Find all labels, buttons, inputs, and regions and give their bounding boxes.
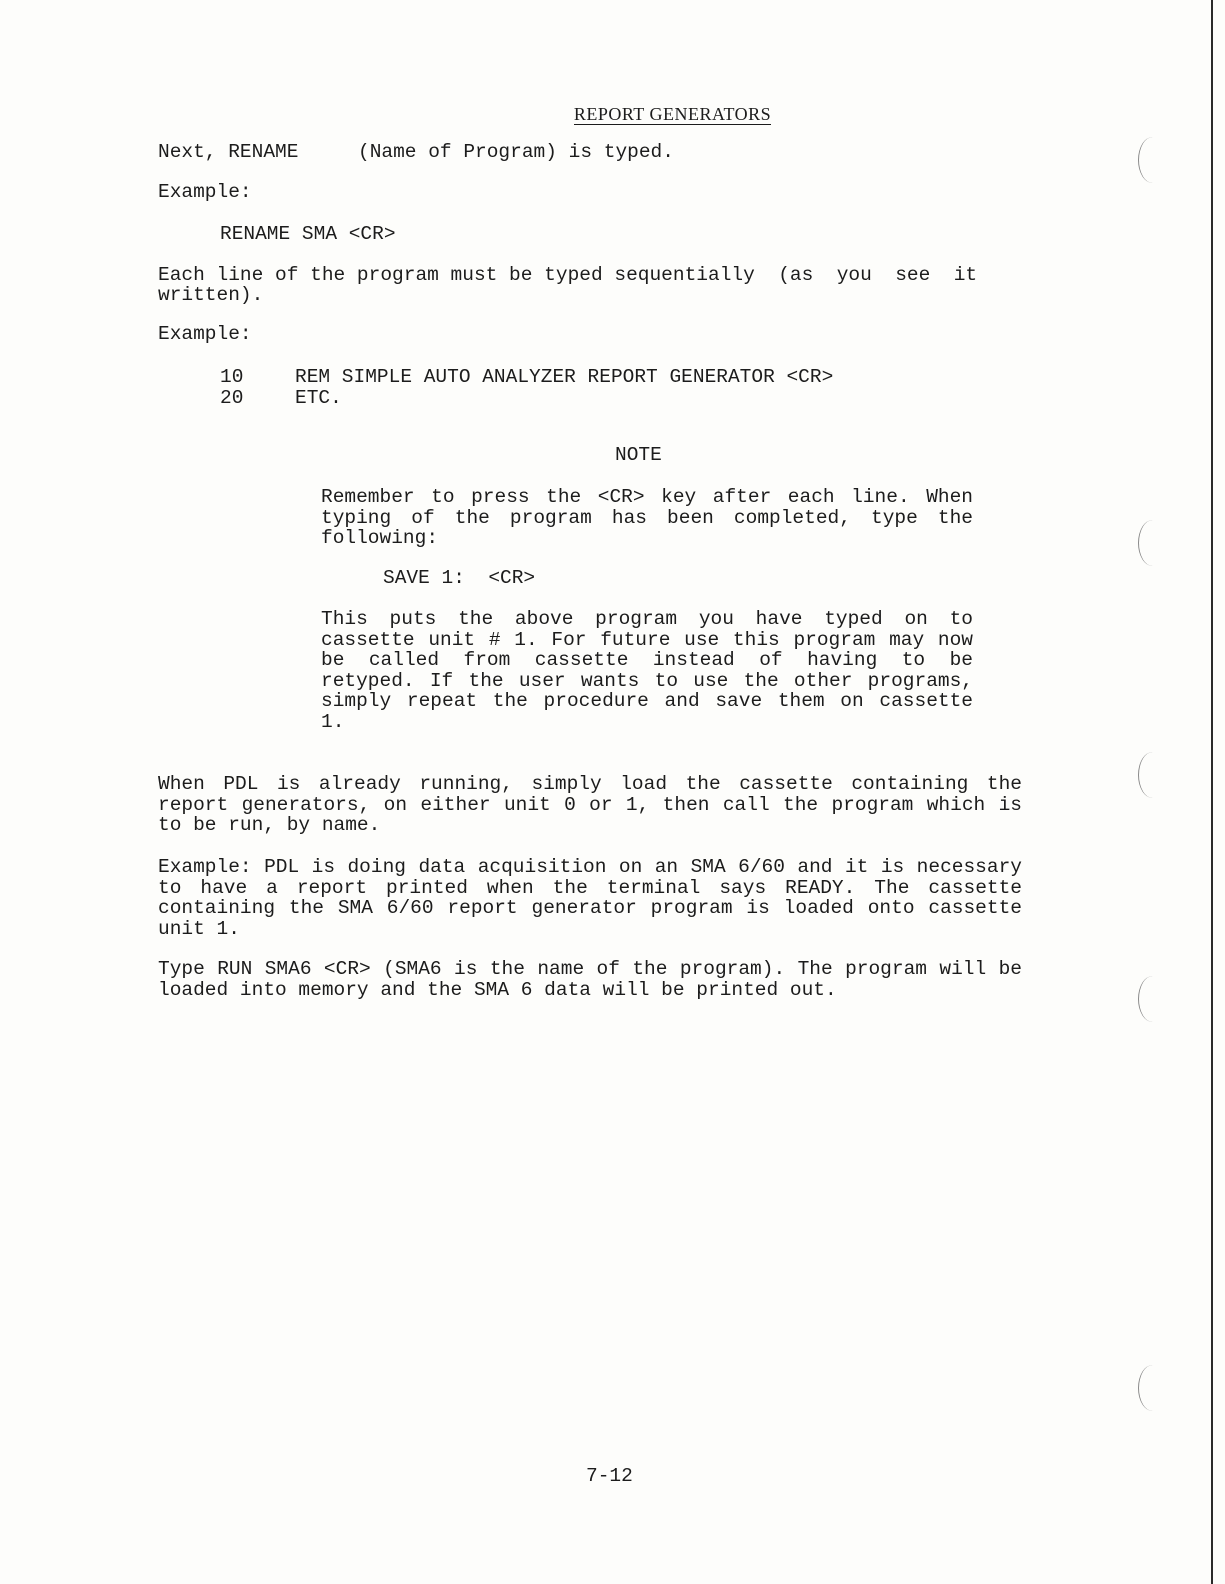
rename-intro-label: Next, RENAME <box>158 141 299 163</box>
pdl-running-text: When PDL is already running, simply load the cassette containing the report generators, on either unit 0 or 1, then call the program which is to be run, by name. <box>158 773 1022 836</box>
note-paragraph-2-text: This puts the above program you have typed on to cassette unit # 1. For future use this program may now be called from cassette instead of having to be retyped. If the user wants to use the other programs, simply repeat the procedure and save them on cassette 1. <box>321 608 973 733</box>
example-label: Example: <box>158 323 252 345</box>
binder-hole-mark <box>1138 752 1167 798</box>
pdl-example-paragraph <box>158 857 1022 939</box>
run-command-paragraph <box>158 959 1022 1000</box>
note-paragraph-1-text: Remember to press the <CR> key after each line. When typing of the program has been completed, type the following: <box>321 486 973 549</box>
note-title: NOTE <box>615 444 662 466</box>
program-line-code: REM SIMPLE AUTO ANALYZER REPORT GENERATOR <CR> <box>295 366 834 388</box>
binder-hole-mark <box>1138 137 1167 183</box>
pdl-running-paragraph <box>158 774 1022 836</box>
binder-hole-mark <box>1138 520 1167 566</box>
rename-intro-text: (Name of Program) is typed. <box>358 141 674 163</box>
page-heading <box>0 104 1225 126</box>
pdl-example-text: Example: PDL is doing data acquisition on an SMA 6/60 and it is necessary to have a report printed when the terminal says READY. The cassette containing the SMA 6/60 report generator program is loaded onto cassette unit 1. <box>158 856 1022 940</box>
program-line-number: 20 <box>220 387 244 409</box>
save-command: SAVE 1: <CR> <box>383 567 536 589</box>
program-line-code: ETC. <box>295 387 342 409</box>
run-command-text: Type RUN SMA6 <CR> (SMA6 is the name of the program). The program will be loaded into memory and the SMA 6 data will be printed out. <box>158 958 1022 1001</box>
page-number: 7-12 <box>586 1465 633 1487</box>
page-heading-text: REPORT GENERATORS <box>573 104 772 124</box>
sequential-line-2: written). <box>158 284 264 306</box>
rename-command: RENAME SMA <CR> <box>220 223 396 245</box>
binder-hole-mark <box>1138 976 1167 1022</box>
sequential-line-1: Each line of the program must be typed sequentially (as you see it <box>158 264 978 286</box>
note-paragraph-1 <box>321 487 973 549</box>
binder-hole-mark <box>1138 1365 1167 1411</box>
program-line-number: 10 <box>220 366 244 388</box>
page-edge-line <box>1211 0 1213 1584</box>
example-label: Example: <box>158 181 252 203</box>
note-paragraph-2 <box>321 609 973 732</box>
